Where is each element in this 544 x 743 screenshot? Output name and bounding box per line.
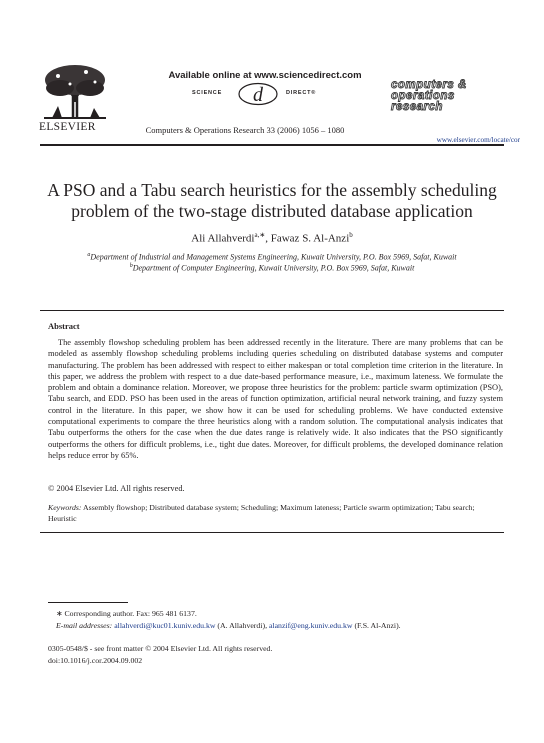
- keywords-text: Assembly flowshop; Distributed database system; Scheduling; Maximum lateness; Particle swarm optimization; Tabu search; Heuristic: [48, 503, 475, 523]
- sciencedirect-right-label: DIRECT: [286, 90, 312, 96]
- keywords-label: Keywords:: [48, 503, 82, 512]
- affiliation-text: Department of Computer Engineering, Kuwait University, P.O. Box 5969, Safat, Kuwait: [132, 263, 415, 273]
- publisher-name: ELSEVIER: [39, 121, 96, 133]
- author-name: Fawaz S. Al-Anzi: [270, 232, 350, 245]
- abstract-bottom-divider: [40, 532, 504, 533]
- corresponding-author-note: ∗ Corresponding author. Fax: 965 481 6137.: [56, 609, 197, 618]
- abstract-heading: Abstract: [48, 321, 80, 331]
- journal-brand-line-3: research: [391, 101, 443, 113]
- sciencedirect-logo: [180, 82, 360, 106]
- email-link-allahverdi[interactable]: allahverdi@kuc01.kuniv.edu.kw: [114, 621, 216, 630]
- affiliation-b: [40, 263, 504, 273]
- abstract-copyright: © 2004 Elsevier Ltd. All rights reserved.: [48, 484, 185, 493]
- affiliation-mark: a: [87, 252, 91, 258]
- available-online-text: Available online at www.sciencedirect.com: [168, 70, 362, 81]
- keywords: [48, 503, 503, 524]
- abstract-top-divider: [40, 310, 504, 311]
- author-affiliation-mark: b: [349, 231, 353, 239]
- paper-title: A PSO and a Tabu search heuristics for the assembly scheduling problem of the two-stage distributed database application: [47, 180, 497, 221]
- author-separator: ,: [265, 232, 271, 245]
- author-line: [40, 231, 504, 245]
- sciencedirect-registered-mark: ®: [311, 90, 317, 96]
- affiliation-mark: b: [129, 263, 133, 269]
- header-divider: [40, 144, 504, 146]
- journal-reference: Computers & Operations Research 33 (2006) 1056 – 1080: [145, 125, 345, 135]
- sciencedirect-at-icon: [236, 82, 280, 106]
- author-name: Ali Allahverdi: [191, 232, 255, 245]
- sciencedirect-at-letter: d: [253, 84, 263, 106]
- email-owner: (A. Allahverdi),: [215, 621, 269, 630]
- email-owner: (F.S. Al-Anzi).: [352, 621, 401, 630]
- issn-front-matter: 0305-0548/$ - see front matter © 2004 Elsevier Ltd. All rights reserved.: [48, 644, 273, 653]
- footnote-divider: [48, 602, 128, 603]
- journal-brand-line-2: operations: [391, 90, 455, 102]
- affiliation-text: Department of Industrial and Management Systems Engineering, Kuwait University, P.O. Box 5969, Safat, Kuwait: [90, 252, 457, 262]
- doi-text: doi:10.1016/j.cor.2004.09.002: [48, 656, 143, 665]
- sciencedirect-right-text: [286, 90, 316, 96]
- author-affiliation-mark: a,∗: [254, 231, 266, 239]
- elsevier-tree-logo-icon: [40, 62, 110, 120]
- journal-url-link[interactable]: www.elsevier.com/locate/cor: [436, 136, 520, 144]
- email-label: E-mail addresses:: [56, 621, 113, 630]
- abstract-text: The assembly flowshop scheduling problem has been addressed recently in the literature. There are many problems that can be modeled as assembly flowshop scheduling problems including queries scheduling on distributed database systems and computer manufacturing. The problem has been addressed with respect to either makespan or total completion time criterion in the literature. In this paper, we address the problem with respect to a due date-based performance measure, i.e., maximum lateness. We formulate the problem and obtain a dominance relation. Moreover, we propose three heuristics for the problem: particle swarm optimization (PSO), Tabu search, and EDD. PSO has been used in the areas of function optimization, artificial neural network training, and fuzzy system control in the literature. In this paper, we show how it can be used for scheduling problems. We have conducted extensive computational experiments to compare the three heuristics along with a random solution. The computational analysis indicates that Tabu outperforms the others for the case when the due dates range is relatively wide. It also indicates that the PSO significantly outperforms the others for difficult problems, i.e., tight due dates. Moreover, for difficult problems, the developed dominance relation helps reduce error by 65%.: [48, 338, 503, 460]
- journal-brand-line-1: computers &: [391, 79, 467, 91]
- affiliation-a: [40, 252, 504, 262]
- journal-brand: [391, 80, 521, 113]
- email-link-alanzi[interactable]: alanzif@eng.kuniv.edu.kw: [268, 621, 353, 630]
- sciencedirect-left-text: SCIENCE: [192, 90, 223, 96]
- email-addresses-note: [56, 621, 401, 630]
